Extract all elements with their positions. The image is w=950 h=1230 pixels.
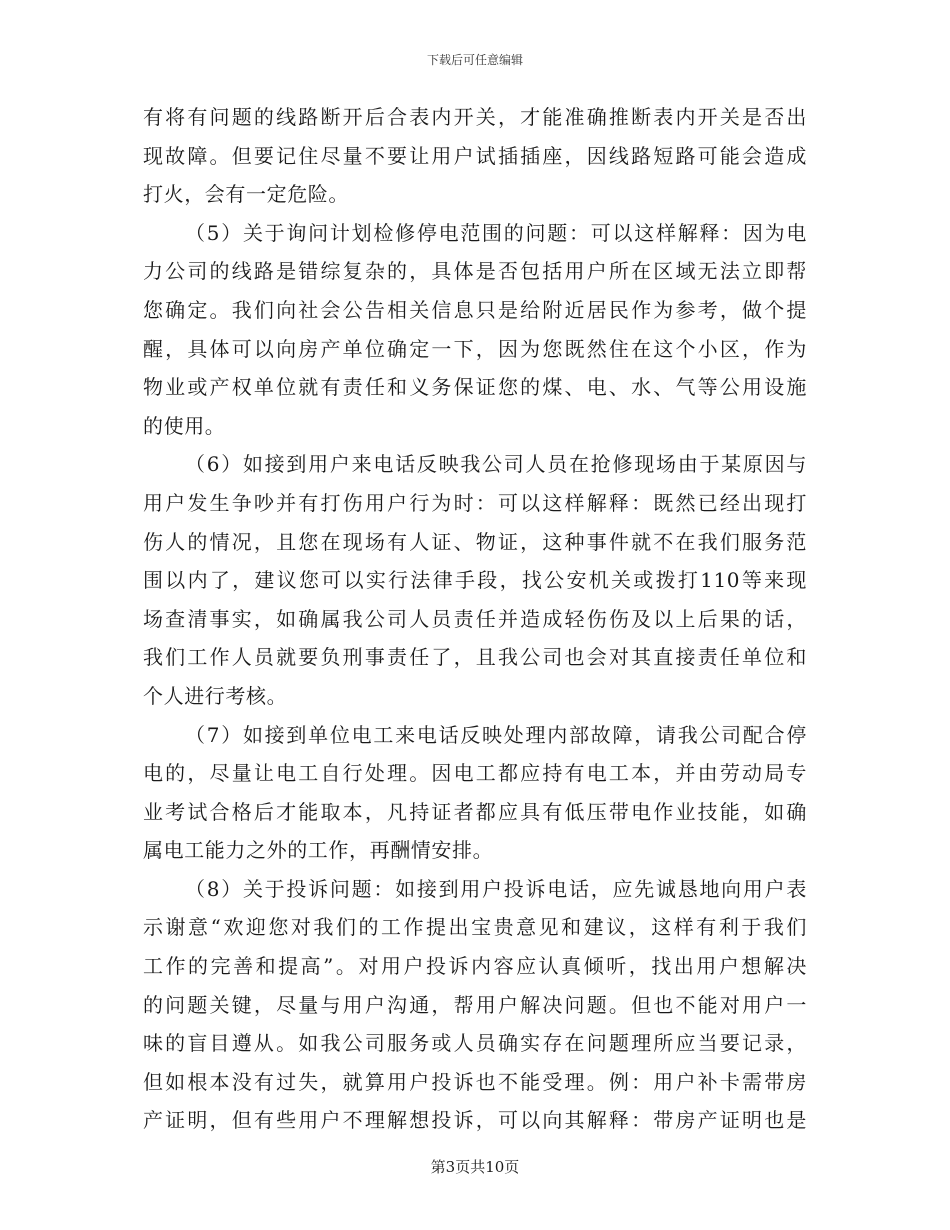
text-line: 但如根本没有过失，就算用户投诉也不能受理。例：用户补卡需带房 [143, 1069, 807, 1094]
text-line: （7）如接到单位电工来电话反映处理内部故障，请我公司配合停 [185, 722, 807, 747]
page-number: 第3页共10页 [430, 1158, 520, 1176]
text-line: 的使用。 [143, 413, 226, 438]
text-line: 现故障。但要记住尽量不要让用户试插插座，因线路短路可能会造成 [143, 143, 807, 168]
text-line: 业考试合格后才能取本，凡持证者都应具有低压带电作业技能，如确 [143, 799, 807, 824]
text-line: 味的盲目遵从。如我公司服务或人员确实存在问题理所应当要记录， [143, 1031, 807, 1056]
text-line: 的问题关键，尽量与用户沟通，帮用户解决问题。但也不能对用户一 [143, 992, 807, 1017]
text-line: 属电工能力之外的工作，再酬情安排。 [143, 838, 494, 863]
text-line: 围以内了，建议您可以实行法律手段，找公安机关或拨打110等来现 [143, 568, 807, 593]
text-line: 力公司的线路是错综复杂的，具体是否包括用户所在区域无法立即帮 [143, 259, 807, 284]
text-line: 示谢意“欢迎您对我们的工作提出宝贵意见和建议，这样有利于我们 [143, 915, 807, 940]
text-line: 醒，具体可以向房产单位确定一下，因为您既然住在这个小区，作为 [143, 336, 807, 361]
text-line: 打火，会有一定危险。 [143, 182, 349, 207]
text-line: （6）如接到用户来电话反映我公司人员在抢修现场由于某原因与 [185, 452, 807, 477]
text-line: 工作的完善和提高”。对用户投诉内容应认真倾听，找出用户想解决 [143, 954, 807, 979]
text-line: 个人进行考核。 [143, 683, 288, 708]
text-line: 场查清事实，如确属我公司人员责任并造成轻伤伤及以上后果的话， [143, 606, 807, 631]
text-line: 产证明，但有些用户不理解想投诉，可以向其解释：带房产证明也是 [143, 1108, 807, 1133]
text-line: 伤人的情况，且您在现场有人证、物证，这种事件就不在我们服务范 [143, 529, 807, 554]
text-line: 物业或产权单位就有责任和义务保证您的煤、电、水、气等公用设施 [143, 375, 807, 400]
text-line: 您确定。我们向社会公告相关信息只是给附近居民作为参考，做个提 [143, 297, 807, 322]
page-header-note: 下载后可任意编辑 [426, 53, 523, 67]
text-line: 我们工作人员就要负刑事责任了，且我公司也会对其直接责任单位和 [143, 645, 807, 670]
text-line: 有将有问题的线路断开后合表内开关，才能准确推断表内开关是否出 [143, 105, 807, 129]
document-body [143, 98, 807, 1140]
text-line: 用户发生争吵并有打伤用户行为时：可以这样解释：既然已经出现打 [143, 490, 807, 515]
text-line: （8）关于投诉问题：如接到用户投诉电话，应先诚恳地向用户表 [185, 876, 807, 901]
text-line: （5）关于询问计划检修停电范围的问题：可以这样解释：因为电 [185, 220, 807, 245]
text-line: 电的，尽量让电工自行处理。因电工都应持有电工本，并由劳动局专 [143, 761, 807, 786]
